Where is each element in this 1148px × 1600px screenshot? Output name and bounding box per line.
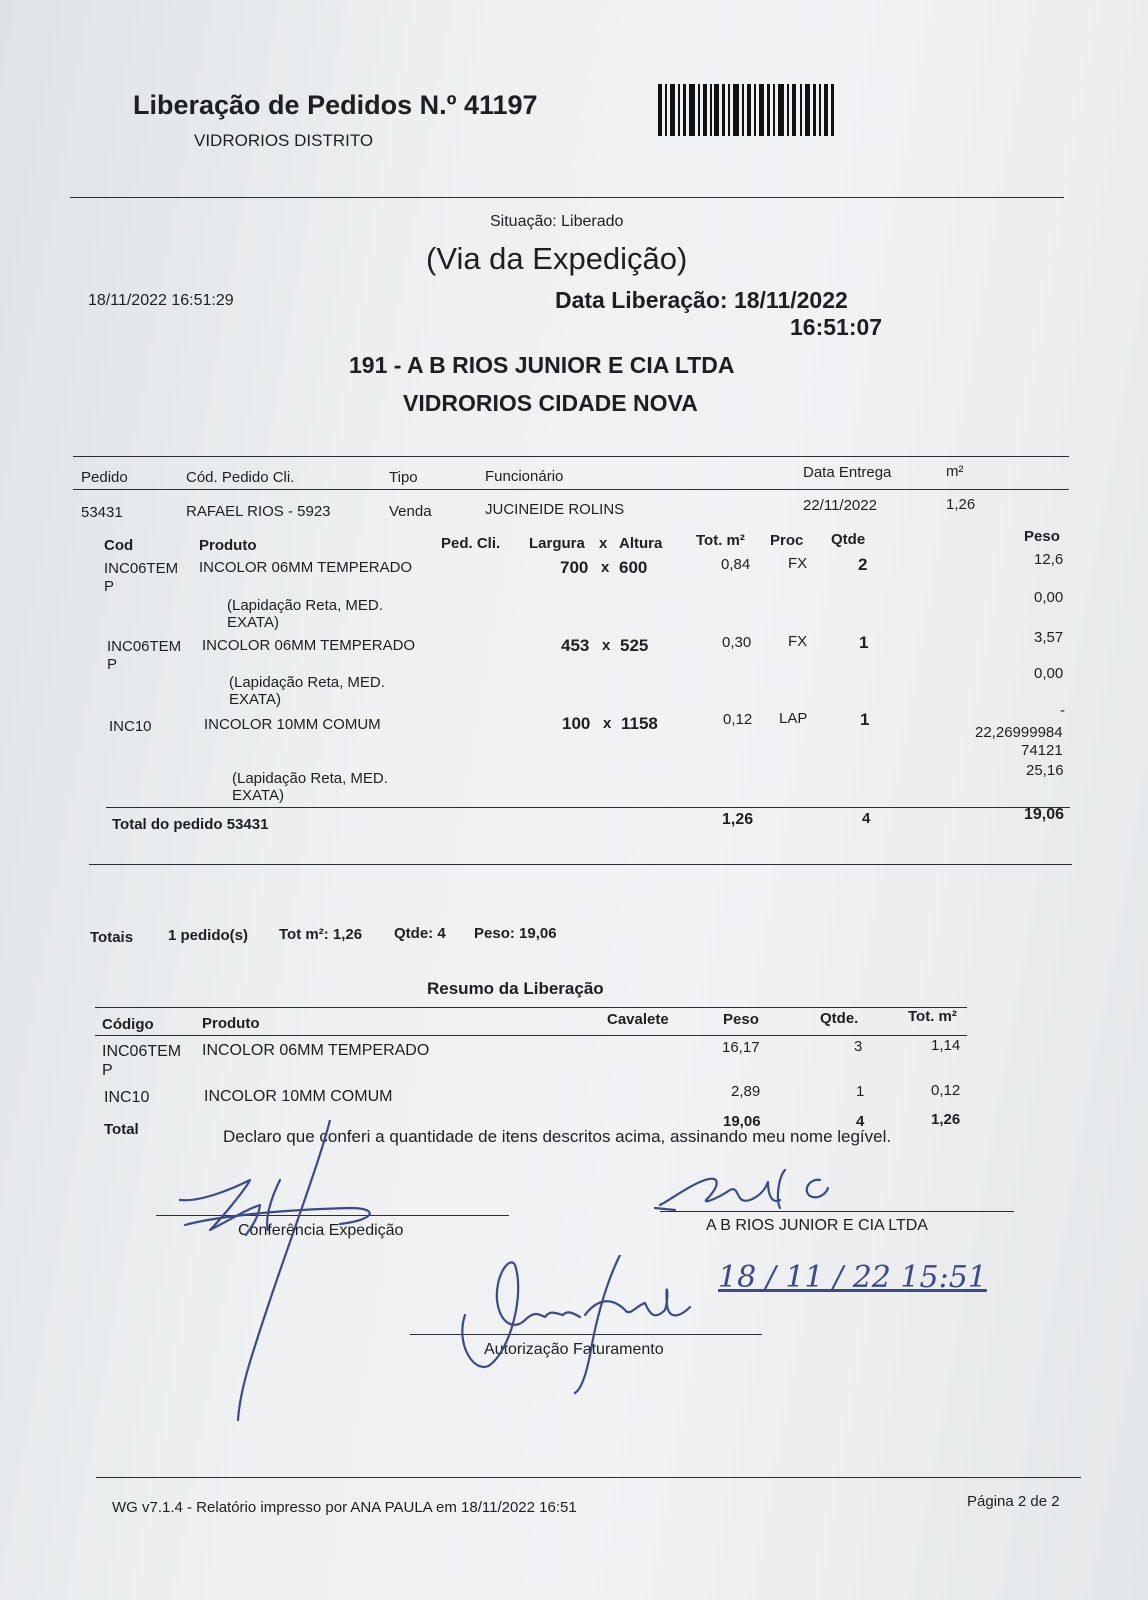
order-total-m2: 1,26 — [722, 811, 754, 828]
conferencia-label: Conferência Expedição — [238, 1222, 404, 1239]
items-col-x: x — [599, 535, 608, 552]
document-title: Liberação de Pedidos N.º 41197 — [133, 90, 538, 120]
items-col-largura: Largura — [529, 535, 585, 552]
item-proc: FX — [788, 555, 808, 572]
summary-qtde: 1 — [856, 1083, 865, 1100]
footer-page-number: Página 2 de 2 — [967, 1493, 1060, 1510]
item-qtde: 2 — [858, 555, 868, 574]
autorizacao-signature — [455, 1255, 705, 1395]
client-signature — [650, 1160, 870, 1230]
item-detail: (Lapidação Reta, MED. — [232, 770, 388, 787]
item-x: x — [603, 715, 612, 732]
order-cod-pedido: RAFAEL RIOS - 5923 — [186, 503, 331, 520]
summary-total-m2: 1,26 — [931, 1111, 961, 1128]
items-col-qtde: Qtde — [831, 531, 866, 548]
item-detail-cont: EXATA) — [229, 691, 281, 708]
item-produto: INCOLOR 06MM TEMPERADO — [199, 559, 413, 576]
summary-col-tot-m2: Tot. m² — [908, 1008, 957, 1025]
summary-peso: 16,17 — [722, 1039, 760, 1056]
item-detail: (Lapidação Reta, MED. — [229, 674, 385, 691]
item-qtde: 1 — [859, 633, 869, 652]
col-cod-pedido: Cód. Pedido Cli. — [186, 469, 295, 486]
release-date: Data Liberação: 18/11/2022 — [555, 287, 848, 313]
summary-header-divider — [95, 1035, 967, 1036]
col-funcionario: Funcionário — [485, 468, 564, 485]
items-col-produto: Produto — [199, 537, 257, 554]
summary-total-peso: 19,06 — [723, 1113, 761, 1130]
totals-pedidos: 1 pedido(s) — [168, 927, 249, 944]
order-funcionario: JUCINEIDE ROLINS — [485, 501, 625, 518]
col-pedido: Pedido — [81, 469, 128, 486]
order-header-divider — [73, 489, 1069, 490]
totals-label: Totais — [90, 929, 134, 946]
item-largura: 700 — [560, 558, 589, 577]
status-text: Situação: Liberado — [490, 213, 624, 230]
header-divider — [70, 197, 1064, 198]
handwritten-date: 18 / 11 / 22 15:51 — [718, 1260, 987, 1295]
barcode — [658, 84, 834, 136]
item-qtde: 1 — [860, 710, 870, 729]
summary-total-label: Total — [104, 1121, 139, 1138]
item-proc: LAP — [779, 710, 808, 727]
summary-tot-m2: 0,12 — [931, 1082, 961, 1099]
item-produto: INCOLOR 06MM TEMPERADO — [202, 637, 416, 654]
item-peso: 22,26999984 — [975, 724, 1063, 741]
summary-col-produto: Produto — [202, 1015, 260, 1032]
items-col-cod: Cod — [104, 537, 134, 554]
summary-col-cavalete: Cavalete — [607, 1011, 669, 1028]
item-cod-cont: P — [104, 578, 115, 595]
item-cod: INC06TEM — [104, 560, 179, 577]
summary-produto: INCOLOR 06MM TEMPERADO — [202, 1042, 430, 1059]
items-col-tot-m2: Tot. m² — [696, 532, 745, 549]
order-m2: 1,26 — [946, 496, 976, 513]
col-data-entrega: Data Entrega — [803, 464, 892, 481]
autorizacao-label: Autorização Faturamento — [484, 1341, 664, 1358]
item-cod: INC06TEM — [107, 638, 182, 655]
item-largura: 453 — [561, 636, 590, 655]
summary-col-codigo: Código — [102, 1016, 154, 1033]
item-cod: INC10 — [109, 718, 152, 735]
summary-total-qtde: 4 — [856, 1113, 865, 1130]
item-detail: (Lapidação Reta, MED. — [227, 597, 383, 614]
summary-codigo: INC10 — [104, 1089, 150, 1106]
summary-tot-m2: 1,14 — [931, 1037, 961, 1054]
order-tipo: Venda — [389, 503, 432, 520]
summary-col-peso: Peso — [723, 1011, 759, 1028]
declaration-text: Declaro que conferi a quantidade de itens descritos acima, assinando meu nome legível. — [223, 1127, 892, 1146]
order-data-entrega: 22/11/2022 — [803, 497, 877, 514]
summary-top-divider — [95, 1007, 967, 1008]
footer-divider — [96, 1477, 1081, 1478]
summary-title: Resumo da Liberação — [427, 979, 604, 998]
item-detail-peso: 25,16 — [1026, 762, 1064, 779]
items-col-proc: Proc — [770, 532, 804, 549]
totals-qtde: Qtde: 4 — [394, 925, 446, 942]
company-name: VIDRORIOS DISTRITO — [194, 131, 374, 150]
release-time: 16:51:07 — [790, 314, 883, 340]
totals-m2: Tot m²: 1,26 — [279, 926, 363, 943]
client-signature-label: A B RIOS JUNIOR E CIA LTDA — [706, 1217, 928, 1234]
client-name: 191 - A B RIOS JUNIOR E CIA LTDA — [349, 352, 735, 378]
totals-peso: Peso: 19,06 — [474, 925, 557, 942]
order-total-divider — [106, 807, 1070, 808]
order-top-divider — [73, 456, 1069, 457]
item-cod-cont: P — [107, 656, 118, 673]
item-largura: 100 — [562, 714, 591, 733]
order-pedido: 53431 — [81, 504, 123, 521]
order-bottom-divider — [89, 864, 1072, 865]
item-peso-cont: 74121 — [1021, 742, 1063, 759]
order-total-qtde: 4 — [862, 810, 871, 827]
item-altura: 600 — [619, 558, 648, 577]
summary-codigo: INC06TEM — [102, 1043, 182, 1060]
order-total-label: Total do pedido 53431 — [112, 816, 269, 833]
item-peso: 12,6 — [1034, 551, 1064, 568]
item-tot-m2: 0,30 — [722, 634, 752, 651]
item-peso: 3,57 — [1034, 629, 1064, 646]
order-total-peso: 19,06 — [1024, 806, 1065, 823]
summary-qtde: 3 — [854, 1038, 863, 1055]
items-col-ped-cli: Ped. Cli. — [441, 535, 501, 552]
item-detail-cont: EXATA) — [227, 614, 279, 631]
items-col-peso: Peso — [1024, 528, 1060, 545]
item-detail-peso: 0,00 — [1034, 589, 1064, 606]
col-m2: m² — [946, 463, 964, 480]
item-detail-peso: 0,00 — [1034, 665, 1064, 682]
summary-codigo-cont: P — [102, 1062, 113, 1079]
item-detail-cont: EXATA) — [232, 787, 284, 804]
item-tot-m2: 0,84 — [721, 556, 751, 573]
item-altura: 525 — [620, 636, 649, 655]
footer-report-info: WG v7.1.4 - Relatório impresso por ANA PAULA em 18/11/2022 16:51 — [112, 1499, 577, 1516]
items-col-altura: Altura — [619, 535, 663, 552]
copy-type: (Via da Expedição) — [426, 241, 688, 276]
client-branch: VIDRORIOS CIDADE NOVA — [403, 390, 698, 416]
item-proc: FX — [788, 633, 808, 650]
item-altura: 1158 — [621, 714, 658, 733]
col-tipo: Tipo — [389, 469, 418, 486]
printed-timestamp: 18/11/2022 16:51:29 — [88, 292, 234, 309]
item-tot-m2: 0,12 — [723, 711, 753, 728]
summary-produto: INCOLOR 10MM COMUM — [204, 1088, 393, 1105]
item-peso-sign: - — [1060, 702, 1065, 719]
item-x: x — [601, 559, 610, 576]
summary-peso: 2,89 — [731, 1083, 761, 1100]
summary-col-qtde: Qtde. — [820, 1010, 859, 1027]
item-produto: INCOLOR 10MM COMUM — [204, 716, 381, 733]
item-x: x — [602, 637, 611, 654]
